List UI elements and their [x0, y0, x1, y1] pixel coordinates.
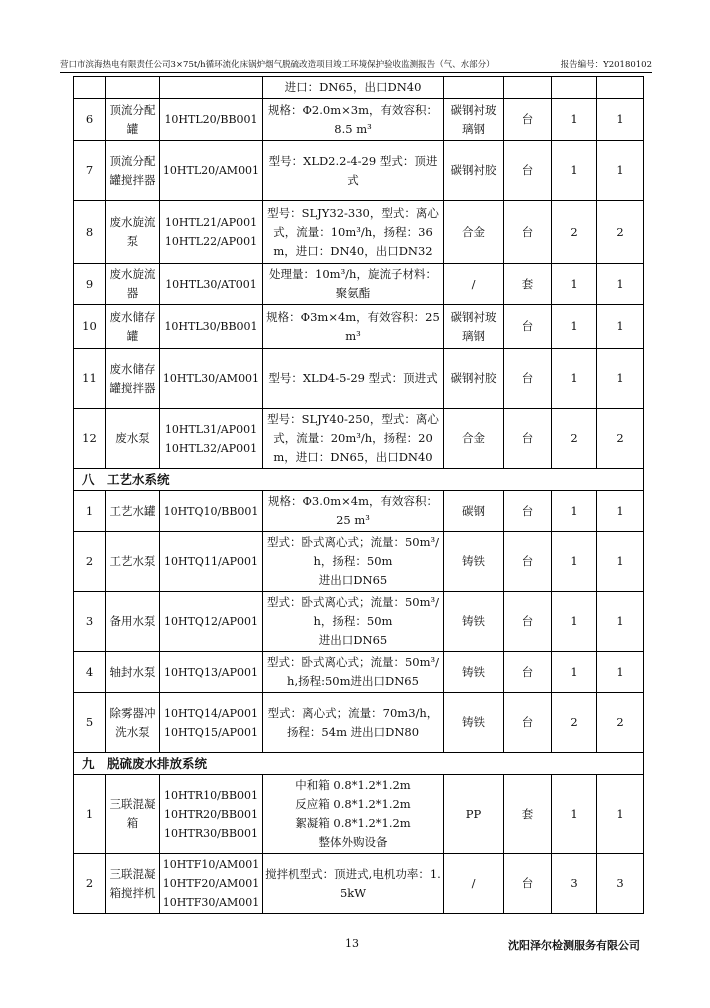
qty-design-cell: 2 [552, 693, 597, 753]
name-cell: 废水旋流器 [106, 264, 160, 305]
name-cell: 顶流分配罐 [106, 99, 160, 141]
material-cell: / [444, 854, 504, 914]
qty-actual-cell: 1 [597, 349, 644, 409]
page-number: 13 [345, 937, 359, 950]
qty-design-cell: 2 [552, 409, 597, 469]
qty-actual-cell: 3 [597, 854, 644, 914]
qty-design-cell: 1 [552, 305, 597, 349]
qty-design-cell: 3 [552, 854, 597, 914]
spec-cell: 规格：Φ2.0m×3m，有效容积：8.5 m³ [263, 99, 444, 141]
qty-design-cell: 1 [552, 99, 597, 141]
no-cell: 2 [74, 854, 106, 914]
table-row [74, 409, 644, 469]
material-cell: / [444, 264, 504, 305]
unit-cell: 台 [504, 693, 552, 753]
unit-cell: 套 [504, 264, 552, 305]
table-row [74, 775, 644, 854]
id-cell: 10HTL20/BB001 [160, 99, 263, 141]
qty-actual-cell: 1 [597, 652, 644, 693]
report-number: 报告编号：Y20180102 [560, 60, 652, 70]
no-cell: 10 [74, 305, 106, 349]
id-cell: 10HTL30/AT001 [160, 264, 263, 305]
qty-design-cell: 2 [552, 201, 597, 264]
table-row [74, 305, 644, 349]
qty-design-cell: 1 [552, 652, 597, 693]
unit-cell: 台 [504, 349, 552, 409]
no-cell: 9 [74, 264, 106, 305]
qty-design-cell: 1 [552, 349, 597, 409]
spec-cell: 搅拌机型式：顶进式,电机功率：1.5kW [263, 854, 444, 914]
no-cell: 12 [74, 409, 106, 469]
name-cell: 备用水泵 [106, 592, 160, 652]
name-cell: 三联混凝箱 [106, 775, 160, 854]
id-cell: 10HTL30/AM001 [160, 349, 263, 409]
table-row [74, 141, 644, 201]
spec-cell: 中和箱 0.8*1.2*1.2m 反应箱 0.8*1.2*1.2m 絮凝箱 0.8*1.2*1.2m 整体外购设备 [263, 775, 444, 854]
spec-cell: 型号：SLJY32-330，型式：离心式，流量：10m³/h，扬程：36m，进口：DN40，出口DN32 [263, 201, 444, 264]
table-row [74, 264, 644, 305]
qty-actual-cell: 2 [597, 693, 644, 753]
unit-cell: 台 [504, 491, 552, 532]
spec-cell: 型式：卧式离心式；流量：50m³/h，扬程：50m 进出口DN65 [263, 592, 444, 652]
material-cell: 铸铁 [444, 592, 504, 652]
qty-actual-cell: 1 [597, 491, 644, 532]
company-name: 沈阳泽尔检测服务有限公司 [508, 939, 640, 952]
spec-cell: 型号：SLJY40-250，型式：离心式，流量：20m³/h，扬程：20m，进口：DN65，出口DN40 [263, 409, 444, 469]
material-cell: 合金 [444, 409, 504, 469]
qty-actual-cell: 1 [597, 305, 644, 349]
page-header [60, 58, 652, 73]
qty-actual-cell: 1 [597, 141, 644, 201]
id-cell: 10HTQ11/AP001 [160, 532, 263, 592]
name-cell: 工艺水泵 [106, 532, 160, 592]
qty-actual-cell: 2 [597, 201, 644, 264]
qty-actual-cell: 1 [597, 532, 644, 592]
table-row [74, 99, 644, 141]
unit-cell: 台 [504, 854, 552, 914]
spec-cell: 型式：卧式离心式；流量：50m³/h，扬程：50m 进出口DN65 [263, 532, 444, 592]
table-row [74, 532, 644, 592]
qty-actual-cell: 1 [597, 264, 644, 305]
qty-design-cell: 1 [552, 141, 597, 201]
spec-cell: 处理量：10m³/h，旋流子材料：聚氨酯 [263, 264, 444, 305]
name-cell: 废水储存罐 [106, 305, 160, 349]
material-cell: 碳钢衬玻璃钢 [444, 305, 504, 349]
table-row [74, 201, 644, 264]
spec-cell: 型式：离心式；流量：70m3/h，扬程：54m 进出口DN80 [263, 693, 444, 753]
table-row [74, 693, 644, 753]
material-cell: 铸铁 [444, 652, 504, 693]
table-row [74, 77, 644, 99]
no-cell: 7 [74, 141, 106, 201]
name-cell: 顶流分配罐搅拌器 [106, 141, 160, 201]
qty-actual-cell: 1 [597, 99, 644, 141]
unit-cell: 套 [504, 775, 552, 854]
spec-cell: 进口：DN65，出口DN40 [263, 77, 444, 99]
equipment-table [73, 76, 644, 914]
spec-cell: 型式：卧式离心式；流量：50m³/h,扬程:50m进出口DN65 [263, 652, 444, 693]
qty-actual-cell: 1 [597, 775, 644, 854]
name-cell: 废水泵 [106, 409, 160, 469]
name-cell: 轴封水泵 [106, 652, 160, 693]
qty-actual-cell: 2 [597, 409, 644, 469]
section-title: 八 工艺水系统 [74, 469, 644, 491]
table-row [74, 491, 644, 532]
material-cell: 碳钢衬胶 [444, 349, 504, 409]
spec-cell: 规格：Φ3m×4m，有效容积：25 m³ [263, 305, 444, 349]
table-row [74, 652, 644, 693]
table-row [74, 854, 644, 914]
qty-design-cell: 1 [552, 264, 597, 305]
unit-cell: 台 [504, 141, 552, 201]
unit-cell: 台 [504, 652, 552, 693]
no-cell: 8 [74, 201, 106, 264]
id-cell: 10HTQ14/AP001 10HTQ15/AP001 [160, 693, 263, 753]
name-cell: 三联混凝箱搅拌机 [106, 854, 160, 914]
no-cell: 11 [74, 349, 106, 409]
id-cell: 10HTL31/AP001 10HTL32/AP001 [160, 409, 263, 469]
unit-cell: 台 [504, 532, 552, 592]
no-cell: 3 [74, 592, 106, 652]
section-title: 九 脱硫废水排放系统 [74, 753, 644, 775]
material-cell: 碳钢衬玻璃钢 [444, 99, 504, 141]
material-cell: 铸铁 [444, 693, 504, 753]
qty-design-cell: 1 [552, 491, 597, 532]
report-title: 营口市滨海热电有限责任公司3×75t/h循环流化床锅炉烟气脱硫改造项目竣工环境保护验收监测报告（气、水部分） [60, 60, 495, 70]
no-cell: 6 [74, 99, 106, 141]
id-cell: 10HTQ13/AP001 [160, 652, 263, 693]
name-cell: 工艺水罐 [106, 491, 160, 532]
spec-cell: 规格：Φ3.0m×4m，有效容积：25 m³ [263, 491, 444, 532]
id-cell: 10HTL21/AP001 10HTL22/AP001 [160, 201, 263, 264]
no-cell: 4 [74, 652, 106, 693]
material-cell: 碳钢 [444, 491, 504, 532]
unit-cell: 台 [504, 99, 552, 141]
unit-cell: 台 [504, 305, 552, 349]
material-cell: PP [444, 775, 504, 854]
section-row [74, 753, 644, 775]
id-cell: 10HTF10/AM001 10HTF20/AM001 10HTF30/AM001 [160, 854, 263, 914]
id-cell: 10HTL30/BB001 [160, 305, 263, 349]
spec-cell: 型号：XLD4-5-29 型式：顶进式 [263, 349, 444, 409]
no-cell: 5 [74, 693, 106, 753]
qty-design-cell: 1 [552, 775, 597, 854]
qty-actual-cell: 1 [597, 592, 644, 652]
unit-cell: 台 [504, 592, 552, 652]
unit-cell: 台 [504, 201, 552, 264]
no-cell: 1 [74, 491, 106, 532]
section-row [74, 469, 644, 491]
table-row [74, 349, 644, 409]
qty-design-cell: 1 [552, 592, 597, 652]
material-cell: 铸铁 [444, 532, 504, 592]
name-cell: 废水旋流泵 [106, 201, 160, 264]
no-cell: 1 [74, 775, 106, 854]
material-cell: 合金 [444, 201, 504, 264]
name-cell: 除雾器冲洗水泵 [106, 693, 160, 753]
unit-cell: 台 [504, 409, 552, 469]
no-cell: 2 [74, 532, 106, 592]
id-cell: 10HTR10/BB001 10HTR20/BB001 10HTR30/BB001 [160, 775, 263, 854]
spec-cell: 型号：XLD2.2-4-29 型式：顶进式 [263, 141, 444, 201]
name-cell: 废水储存罐搅拌器 [106, 349, 160, 409]
id-cell: 10HTL20/AM001 [160, 141, 263, 201]
id-cell: 10HTQ12/AP001 [160, 592, 263, 652]
table-row [74, 592, 644, 652]
id-cell: 10HTQ10/BB001 [160, 491, 263, 532]
material-cell: 碳钢衬胶 [444, 141, 504, 201]
qty-design-cell: 1 [552, 532, 597, 592]
